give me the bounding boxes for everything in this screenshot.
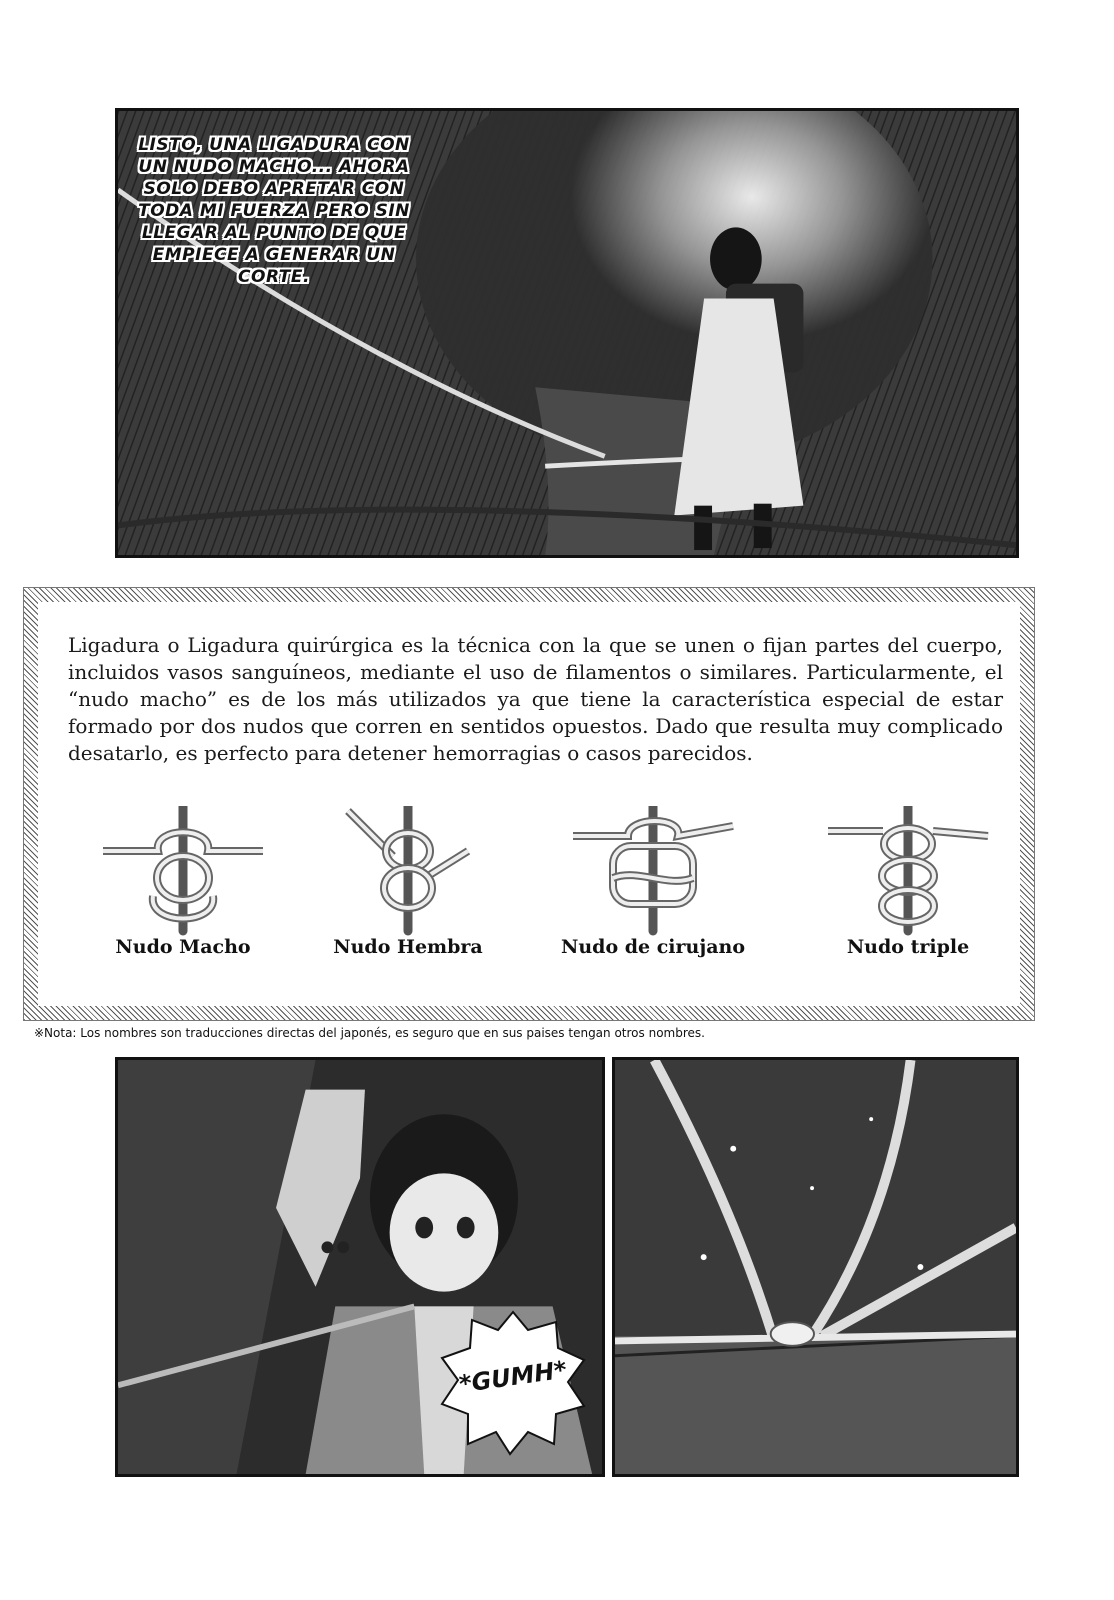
narration-caption: LISTO, UNA LIGADURA CON UN NUDO MACHO... AHORA SOLO DEBO APRETAR CON TODA MI FUERZA PERO SIN LLEGAR AL PUNTO DE QUE EMPIECE A GENERAR UN CORTE.	[138, 135, 410, 287]
knot-label-cirujano: Nudo de cirujano	[560, 936, 746, 958]
knot-triple-icon	[823, 806, 993, 936]
knot-granny-icon	[323, 806, 493, 936]
knot-label-hembra: Nudo Hembra	[333, 936, 483, 958]
info-paragraph: Ligadura o Ligadura quirúrgica es la técnica con la que se unen o fijan partes del cuerpo, incluidos vasos sanguíneos, mediante el uso de filamentos o similares. Particularmente, el “nudo macho” es de los más utilizados ya que tiene la característica especial de estar formado por dos nudos que corren en sentidos opuestos. Dado que resulta muy complicado desatarlo, es perfecto para detener hemorragias o casos parecidos.	[68, 633, 1003, 765]
knot-square-icon	[98, 806, 268, 936]
translator-note: ※Nota: Los nombres son traducciones directas del japonés, es seguro que en sus paises tengan otros nombres.	[34, 1026, 705, 1040]
bottom-right-manga-panel	[612, 1057, 1019, 1477]
bottom-right-artwork	[615, 1060, 1016, 1474]
knot-label-triple: Nudo triple	[846, 936, 970, 958]
info-box	[24, 588, 1034, 1020]
knot-surgeon-icon	[568, 806, 738, 936]
knot-label-macho: Nudo Macho	[115, 936, 251, 958]
sfx-text: *GUMH*	[457, 1355, 569, 1399]
